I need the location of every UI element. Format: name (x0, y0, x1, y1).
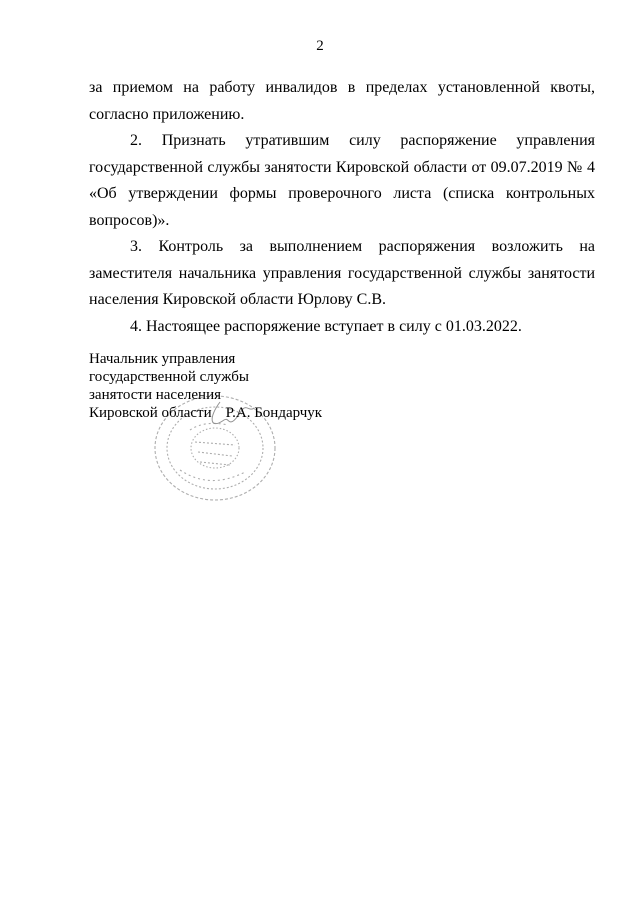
page-number: 2 (316, 38, 324, 54)
signer-position-line-3: занятости населения (89, 387, 222, 403)
signer-position-line-4: Кировской области (89, 405, 212, 421)
signer-name: Р.А. Бондарчук (225, 405, 323, 421)
order-body (89, 75, 595, 340)
paragraph-item-2: 2. Признать утратившим силу распоряжение управления государственной службы занятости Кировской области от 09.07.2019 № 4 «Об утверждении формы проверочного листа (списка контрольных вопросов)». (89, 132, 595, 229)
signature-block (89, 350, 322, 422)
paragraph-item-3: 3. Контроль за выполнением распоряжения возложить на заместителя начальника управления государственной службы занятости населения Кировской области Юрлову С.В. (89, 238, 595, 308)
signer-position-line-1: Начальник управления (89, 351, 236, 367)
paragraph-continuation: за приемом на работу инвалидов в пределах установленной квоты, согласно приложению. (89, 79, 595, 123)
signer-position-line-2: государственной службы (89, 369, 249, 385)
paragraph-item-4: 4. Настоящее распоряжение вступает в силу с 01.03.2022. (130, 317, 522, 335)
signer-line-4 (89, 404, 322, 422)
